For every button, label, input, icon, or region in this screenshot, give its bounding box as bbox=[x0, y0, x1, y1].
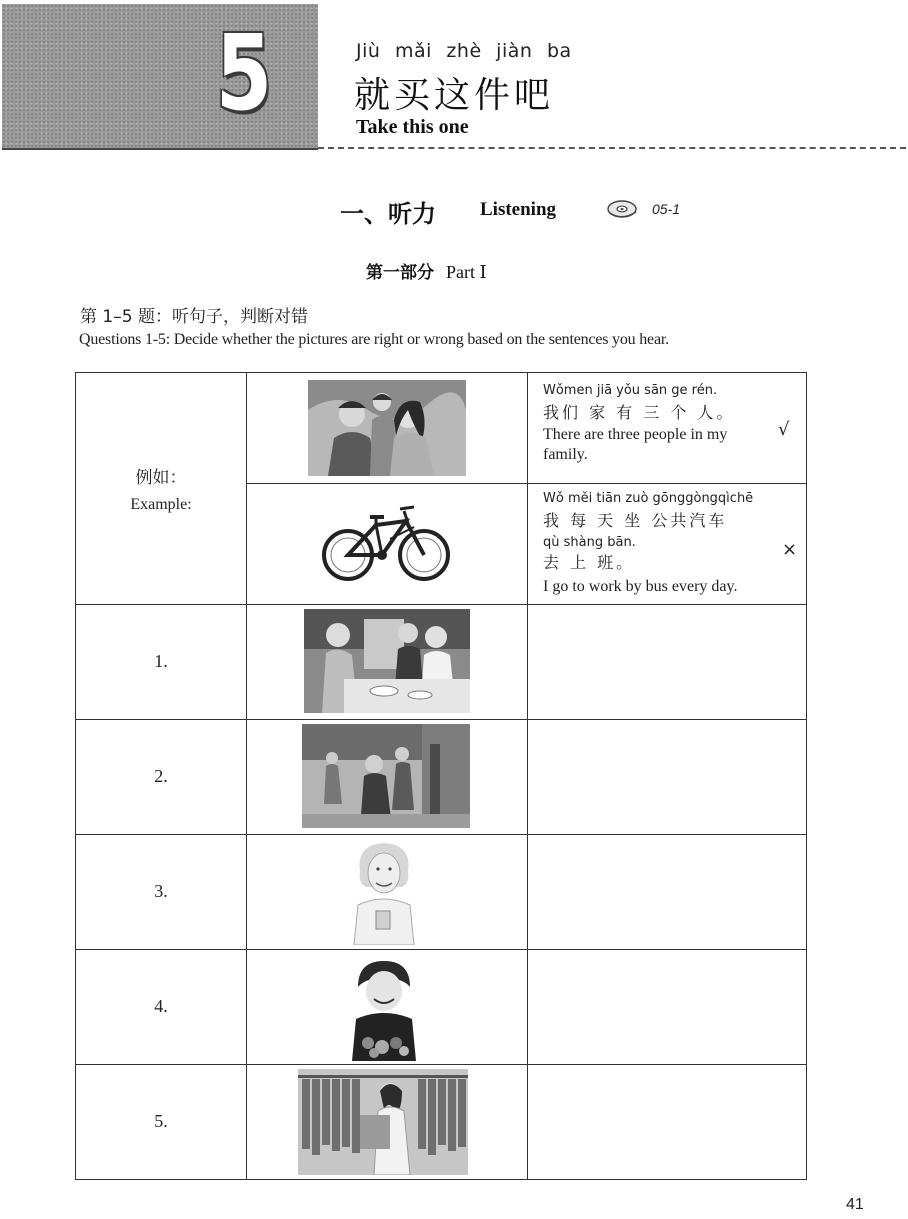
instructions-english: Questions 1-5: Decide whether the pictures are right or wrong based on the sentences you hear. bbox=[79, 331, 669, 348]
row-divider bbox=[76, 834, 806, 835]
example-2-chinese-line2: 去 上 班。 bbox=[543, 553, 636, 572]
lesson-number: 5 bbox=[215, 12, 273, 134]
cross-mark: × bbox=[782, 539, 798, 560]
header-rule bbox=[2, 148, 318, 150]
section-heading-english: Listening bbox=[480, 199, 557, 220]
example-2-chinese: 我 每 天 坐 公共汽车 bbox=[543, 511, 728, 530]
row-divider bbox=[76, 604, 806, 605]
example-answer-1 bbox=[543, 383, 743, 465]
dashed-divider bbox=[318, 147, 906, 149]
restaurant-photo bbox=[304, 609, 470, 713]
example-1-english: There are three people in my family. bbox=[543, 426, 728, 463]
question-number-2: 2. bbox=[154, 766, 168, 786]
bicycle bbox=[320, 499, 452, 585]
row-divider bbox=[246, 483, 806, 484]
title-pinyin: Jiù mǎi zhè jiàn ba bbox=[356, 40, 572, 62]
title-english: Take this one bbox=[356, 116, 469, 138]
example-label-english: Example: bbox=[130, 496, 192, 513]
example-1-pinyin: Wǒmen jiā yǒu sān ge rén. bbox=[543, 383, 718, 398]
example-label-chinese: 例如： bbox=[135, 468, 187, 488]
question-number-3: 3. bbox=[154, 881, 168, 901]
question-number-4: 4. bbox=[154, 996, 168, 1016]
question-number-1: 1. bbox=[154, 651, 168, 671]
part-heading bbox=[366, 258, 487, 283]
section-heading: 一、听力 bbox=[340, 199, 436, 228]
track-code: 05-1 bbox=[652, 201, 681, 217]
question-table bbox=[75, 372, 807, 1180]
column-divider bbox=[527, 373, 528, 1179]
example-2-english: I go to work by bus every day. bbox=[543, 578, 738, 595]
part-heading-english: Part Ⅰ bbox=[446, 262, 487, 282]
woman-with-flowers-photo bbox=[348, 957, 420, 1061]
example-2-pinyin: Wǒ měi tiān zuò gōnggòngqìchē bbox=[543, 491, 754, 506]
question-number-5: 5. bbox=[154, 1111, 168, 1131]
row-divider bbox=[76, 719, 806, 720]
check-mark: √ bbox=[778, 419, 790, 440]
row-divider bbox=[76, 949, 806, 950]
column-divider bbox=[246, 373, 247, 1179]
example-1-chinese: 我们 家 有 三 个 人。 bbox=[543, 403, 736, 422]
elderly-woman-photo bbox=[348, 837, 420, 945]
clothing-store-photo bbox=[298, 1069, 468, 1175]
row-divider bbox=[76, 1064, 806, 1065]
example-answer-2 bbox=[543, 491, 783, 597]
title-chinese: 就买这件吧 bbox=[354, 75, 555, 116]
family-photo bbox=[308, 380, 466, 476]
part-heading-chinese: 第一部分 bbox=[366, 263, 434, 283]
instructions-chinese: 第 1–5 题：听句子，判断对错 bbox=[80, 307, 308, 327]
cd-icon[interactable] bbox=[606, 197, 640, 221]
example-label bbox=[76, 463, 246, 514]
page-number: 41 bbox=[846, 1196, 864, 1213]
example-2-pinyin-line2: qù shàng bān. bbox=[543, 535, 636, 550]
street-photo bbox=[302, 724, 470, 828]
